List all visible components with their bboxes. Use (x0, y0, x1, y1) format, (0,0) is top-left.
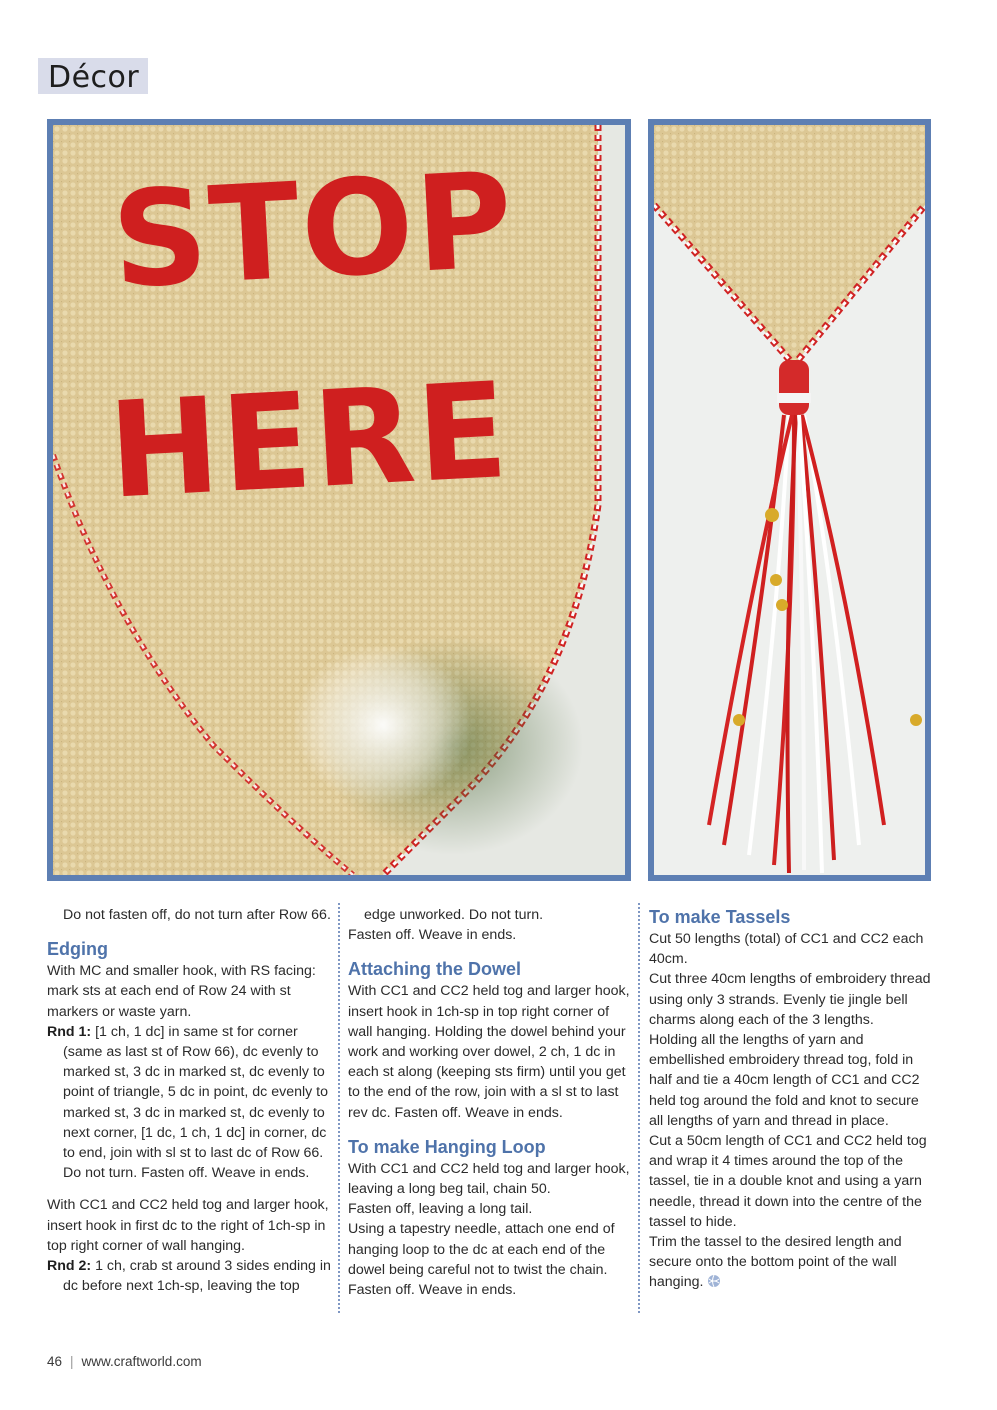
page-footer (47, 1354, 202, 1369)
tassels-paragraph-1: Cut 50 lengths (total) of CC1 and CC2 each 40cm. (649, 931, 924, 968)
rnd1-paragraph (47, 1022, 332, 1184)
column-3 (649, 905, 934, 1293)
section-title: Décor (48, 60, 140, 95)
rnd1-label: Rnd 1: (47, 1023, 92, 1040)
continued-text-2: Fasten off. Weave in ends. (348, 927, 517, 944)
tassels-paragraph-3: Holding all the lengths of yarn and embellished embroidery thread tog, fold in half and tie a 40cm length of CC1 and CC2 held tog around the fold and knot to secure all lengths of yarn and thread in place. (649, 1032, 920, 1129)
footer-separator: | (70, 1354, 74, 1369)
tassels-paragraph-2: Cut three 40cm lengths of embroidery thread using only 3 strands. Evenly tie jingle bell charms along each of the 3 lengths. (649, 971, 931, 1028)
wall-hanging-illustration (53, 125, 625, 875)
dowel-heading: Attaching the Dowel (348, 959, 522, 980)
loop-paragraph-4: Fasten off. Weave in ends. (348, 1282, 517, 1299)
rnd2-text: 1 ch, crab st around 3 sides ending in dc before next 1ch-sp, leaving the top (63, 1258, 331, 1295)
rnd1-text: [1 ch, 1 dc] in same st for corner (same as last st of Row 66), dc evenly to marked st, 3 dc in marked st, dc evenly to point of triangle, 5 dc in point, dc evenly to marked st, 3 dc in marked st, dc evenly to next corner, [1 dc, 1 ch, 1 dc] in corner, dc to end, join with sl st to last dc of Row 66. Do not turn. Fasten off. Weave in ends. (63, 1023, 328, 1182)
page-number: 46 (47, 1354, 63, 1369)
tassel-illustration (654, 125, 925, 875)
yarn-ball-icon (707, 1274, 721, 1288)
loop-paragraph-2: Fasten off, leaving a long tail. (348, 1201, 533, 1218)
column-2 (348, 905, 633, 1300)
column-1 (47, 905, 332, 1296)
stop-lettering: STOP (108, 143, 519, 319)
wall-hanging-photo (47, 119, 631, 881)
website-url: www.craftworld.com (81, 1354, 202, 1369)
edging-heading: Edging (47, 939, 108, 960)
edging-paragraph: With MC and smaller hook, with RS facing: mark sts at each end of Row 24 with st markers or waste yarn. (47, 963, 316, 1020)
tassels-paragraph-5-text: Trim the tassel to the desired length and secure onto the bottom point of the wall hanging. (649, 1234, 902, 1291)
column-divider (338, 903, 340, 1313)
column-divider (638, 903, 640, 1313)
intro-text: Do not fasten off, do not turn after Row 66. (63, 907, 331, 923)
section-tab (38, 58, 148, 94)
rnd2-paragraph (47, 1256, 332, 1296)
tassels-paragraph-5 (649, 1232, 934, 1293)
loop-paragraph-1: With CC1 and CC2 held tog and larger hook, leaving a long beg tail, chain 50. (348, 1160, 630, 1198)
loop-paragraph-3: Using a tapestry needle, attach one end of hanging loop to the dc at each end of the dowel being careful not to twist the chain. (348, 1221, 615, 1278)
hanging-loop-heading: To make Hanging Loop (348, 1136, 546, 1157)
continued-text: edge unworked. Do not turn. (364, 907, 544, 923)
here-lettering: HERE (105, 353, 514, 529)
edging-paragraph-2: With CC1 and CC2 held tog and larger hook, insert hook in first dc to the right of 1ch-sp in top right corner of wall hanging. (47, 1197, 329, 1254)
tassels-heading: To make Tassels (649, 907, 791, 927)
rnd2-label: Rnd 2: (47, 1258, 92, 1275)
tassels-paragraph-4: Cut a 50cm length of CC1 and CC2 held tog and wrap it 4 times around the top of the tassel, tie in a double knot and using a yarn needle, thread it down into the centre of the tassel to hide. (649, 1133, 927, 1230)
dowel-paragraph: With CC1 and CC2 held tog and larger hook, insert hook in 1ch-sp in top right corner of wall hanging. Holding the dowel behind your work and working over dowel, 2 ch, 1 dc in each st along (keeping sts firm) until you get to the end of the row, join with a sl st to last rev dc. Fasten off. Weave in ends. (348, 983, 630, 1121)
tassel-photo (648, 119, 931, 881)
